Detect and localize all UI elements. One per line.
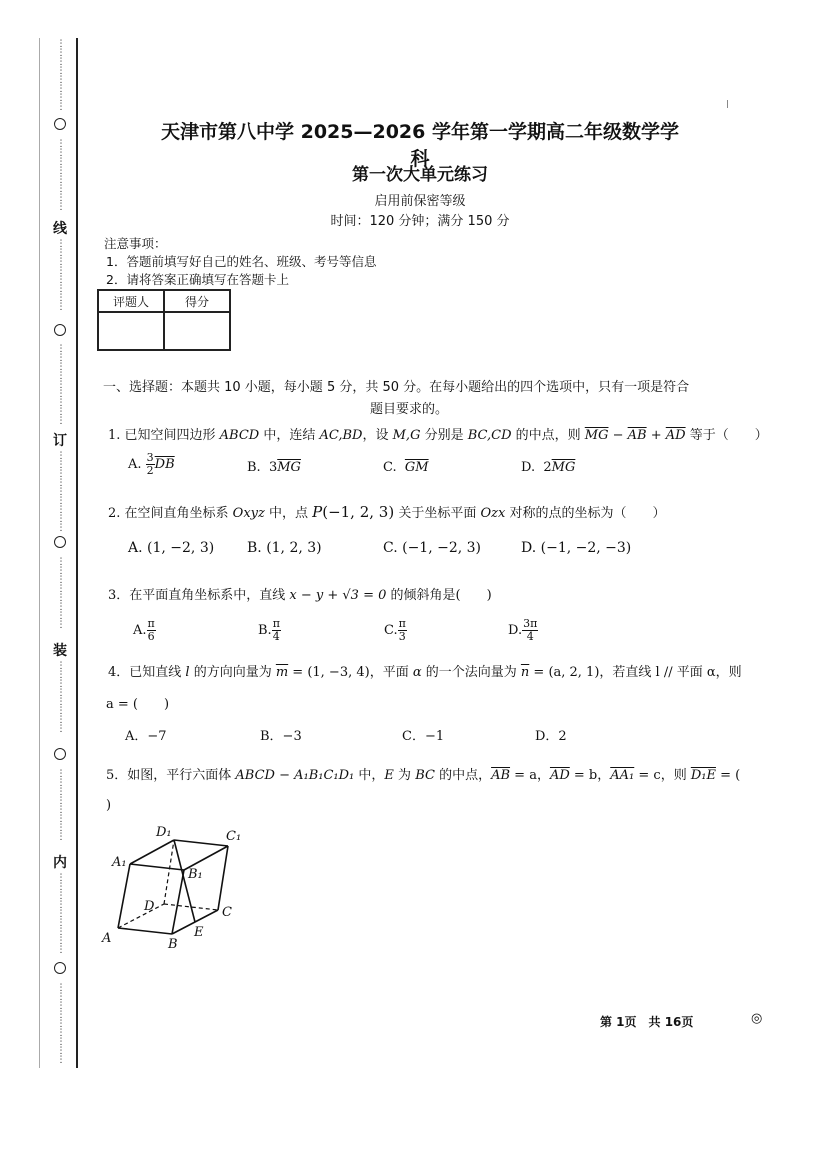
margin-circle — [54, 536, 66, 548]
score-table-header-grader: 评题人 — [98, 290, 164, 312]
notes-heading: 注意事项： — [104, 236, 167, 251]
score-cell[interactable] — [164, 312, 230, 350]
label-B1: B₁ — [188, 867, 203, 882]
q1-option-b: B. $3\overline{MG}$ — [247, 460, 301, 475]
score-table-header-score: 得分 — [164, 290, 230, 312]
margin-dots: ⋮ ⋮ ⋮ ⋮ ⋮ ⋮ ⋮ ⋮ — [56, 39, 66, 112]
label-E: E — [194, 925, 204, 940]
q3-option-c: C. $\frac{\pi}{3}$ — [384, 617, 406, 643]
margin-char-ding: 订 — [53, 433, 67, 449]
section-heading-line1: 一、选择题：本题共 10 小题，每小题 5 分，共 50 分。在每小题给出的四个选项中，只有一项是符合 — [103, 380, 690, 395]
q2-option-c: C. (−1, −2, 3) — [383, 540, 482, 556]
label-D1: D₁ — [156, 825, 172, 840]
margin-dots: ⋮ ⋮ ⋮ ⋮ ⋮ ⋮ ⋮ ⋮ — [56, 239, 66, 312]
question-4-line2: a = ( ) — [106, 697, 170, 712]
exam-subtitle: 第一次大单元练习 — [352, 165, 488, 185]
question-3: 3．在平面直角坐标系中，直线 x − y + √3 = 0 的倾斜角是( ) — [108, 588, 492, 603]
margin-char-xian: 线 — [53, 221, 67, 237]
question-5: 5．如图，平行六面体 ABCD − A₁B₁C₁D₁ 中，E 为 BC 的中点，$\overline{AB} = a$，$\overline{AD} = b$，AA₁ = c，则 D₁E = ( — [106, 768, 741, 783]
margin-circle — [54, 748, 66, 760]
margin-circle — [54, 962, 66, 974]
margin-circle — [54, 324, 66, 336]
q3-option-d: D. $\frac{3\pi}{4}$ — [508, 617, 538, 643]
edge-C1D1 — [174, 840, 228, 846]
margin-dots: ⋮ ⋮ ⋮ ⋮ ⋮ ⋮ ⋮ ⋮ ⋮ — [56, 873, 66, 955]
secrecy-level: 启用前保密等级 — [374, 194, 466, 209]
corner-mark: ◎ — [751, 1011, 763, 1026]
note-item-2: 2．请将答案正确填写在答题卡上 — [106, 272, 289, 287]
margin-dots: ⋮ ⋮ ⋮ ⋮ ⋮ ⋮ ⋮ ⋮ — [56, 661, 66, 734]
page-number: 第 1页 共 16页 — [600, 1015, 694, 1029]
margin-dots: ⋮ ⋮ ⋮ ⋮ ⋮ ⋮ ⋮ ⋮ — [56, 557, 66, 630]
label-C: C — [222, 905, 232, 920]
section-heading-line2: 题目要求的。 — [370, 402, 449, 417]
label-B: B — [168, 937, 178, 952]
grader-cell[interactable] — [98, 312, 164, 350]
margin-dots: ⋮ ⋮ ⋮ ⋮ ⋮ ⋮ ⋮ ⋮ — [56, 769, 66, 842]
question-4: 4．已知直线 l 的方向向量为 $\overline{m} = (1$, −3, 4)，平面 α 的一个法向量为 $\overline{n} = (a$, 2, 1)，若直线 l // 平面 α，则 — [108, 665, 742, 680]
margin-rule — [76, 38, 78, 1068]
time-and-score: 时间：120 分钟；满分 150 分 — [330, 214, 510, 229]
edge-CC1 — [218, 846, 228, 910]
q3-option-b: B. $\frac{\pi}{4}$ — [258, 617, 280, 643]
question-1: 1. 已知空间四边形 ABCD 中，连结 AC,BD，设 M,G 分别是 BC,CD 的中点，则 $\overline{MG} - \overline{AB} + \overline{AD}$ 等于（ ） — [108, 428, 768, 443]
q2-option-b: B. (1, 2, 3) — [247, 540, 322, 556]
hidden-edge-AD — [118, 904, 164, 928]
label-A1: A₁ — [112, 855, 127, 870]
edge-AA1 — [118, 864, 130, 928]
q4-option-c: C．−1 — [402, 729, 445, 744]
q1-option-d: D. $2\overline{MG}$ — [521, 460, 576, 475]
q4-option-a: A．−7 — [125, 729, 167, 744]
edge-AB — [118, 928, 172, 934]
q2-option-d: D. (−1, −2, −3) — [521, 540, 632, 556]
q1-option-a: A. $\frac{3}{2}$ $\overline{DB}$ — [128, 451, 175, 477]
label-C1: C₁ — [226, 829, 242, 844]
margin-dots: ⋮ ⋮ ⋮ ⋮ ⋮ ⋮ ⋮ ⋮ ⋮ — [56, 983, 66, 1065]
margin-dots: ⋮ ⋮ ⋮ ⋮ ⋮ ⋮ ⋮ ⋮ — [56, 139, 66, 212]
label-D: D — [144, 899, 155, 914]
q3-option-a: A. $\frac{\pi}{6}$ — [133, 617, 155, 643]
label-A: A — [102, 931, 112, 946]
hidden-edge-DD1 — [164, 840, 174, 904]
scan-mark — [727, 100, 728, 108]
note-item-1: 1．答题前填写好自己的姓名、班级、考号等信息 — [106, 254, 377, 269]
parallelepiped-figure — [100, 822, 260, 952]
edge-D1A1 — [130, 840, 174, 864]
exam-title: 天津市第八中学 2025—2026 学年第一学期高二年级数学学科 — [161, 121, 679, 170]
score-table — [97, 289, 231, 351]
q1-option-c: C. $\overline{GM}$ — [383, 460, 429, 475]
q2-option-a: A. (1, −2, 3) — [128, 540, 215, 556]
edge-A1B1 — [130, 864, 184, 870]
binding-margin — [0, 0, 90, 1155]
question-2: 2. 在空间直角坐标系 Oxyz 中，点 P(−1, 2, 3) 关于坐标平面 Ozx 对称的点的坐标为（ ） — [108, 503, 666, 521]
q4-option-d: D．2 — [535, 729, 567, 744]
margin-dots: ⋮ ⋮ ⋮ ⋮ ⋮ ⋮ ⋮ ⋮ ⋮ — [56, 451, 66, 533]
edge-BB1 — [172, 870, 184, 934]
margin-circle — [54, 118, 66, 130]
margin-char-nei: 内 — [53, 855, 67, 871]
q4-option-b: B．−3 — [260, 729, 302, 744]
margin-char-zhuang: 装 — [53, 643, 67, 659]
margin-rule-thin — [39, 38, 40, 1068]
margin-dots: ⋮ ⋮ ⋮ ⋮ ⋮ ⋮ ⋮ ⋮ ⋮ — [56, 344, 66, 426]
question-5-line2: ) — [106, 798, 112, 813]
